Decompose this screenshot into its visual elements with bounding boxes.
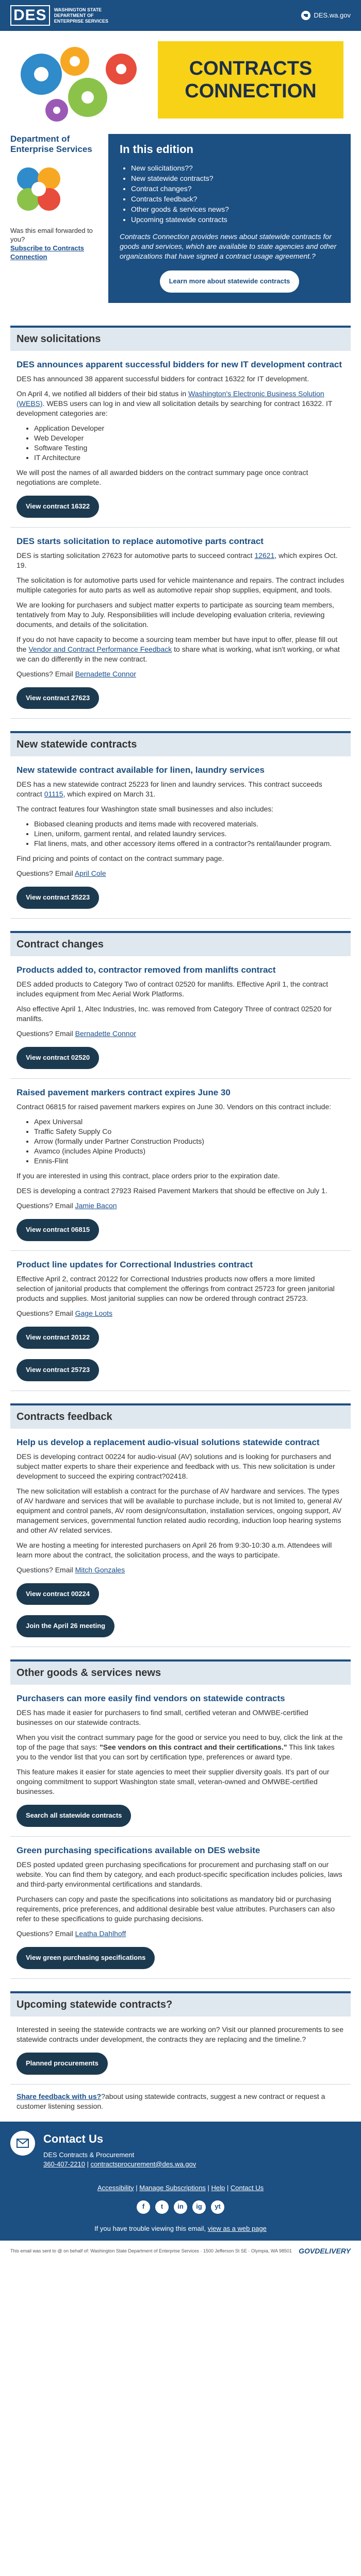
contact-email-link[interactable]: contractsprocurement@des.wa.gov — [90, 2160, 196, 2168]
list-item: • Software Testing — [34, 443, 344, 453]
dept-name: WASHINGTON STATE DEPARTMENT OF ENTERPRISE SERVICES — [54, 7, 109, 24]
legal-footer — [0, 2241, 361, 2264]
subscribe-link[interactable]: Subscribe to Contracts Connection — [10, 244, 85, 261]
webs-link[interactable]: Washington's Electronic Business Solution (WEBS) — [17, 389, 324, 408]
section-contract-changes — [0, 931, 361, 1391]
green-purchasing-button[interactable]: View green purchasing specifications — [17, 1947, 155, 1969]
banner — [0, 31, 361, 129]
edition-title: In this edition — [120, 143, 193, 156]
accessibility-link[interactable]: Accessibility — [97, 2183, 134, 2192]
list-item: • Linen, uniform, garment rental, and related laundry services. — [34, 829, 344, 839]
article-title: Purchasers can more easily find vendors on statewide contracts — [17, 1693, 285, 1704]
help-link[interactable]: Help — [211, 2183, 225, 2192]
email-contact-link[interactable]: Leatha Dahlhoff — [75, 1929, 126, 1938]
list-item: • Arrow (formally under Partner Construction Products) — [34, 1137, 344, 1146]
contact-us-link[interactable]: Contact Us — [230, 2183, 264, 2192]
linkedin-icon[interactable]: in — [174, 2200, 187, 2214]
site-link[interactable]: DES.wa.gov — [301, 11, 351, 21]
list-item: • Application Developer — [34, 423, 344, 433]
category-list — [34, 423, 344, 463]
article: Raised pavement markers contract expires June 30 Contract 06815 for raised pavement markers expires on June 30. Vendors on this contract include: • Apex Universal • Traffic Safety Supply Co • Arrow (formally under Partner Construction Products) • Avamco (includes Alpine Products) • Ennis-Flint If you are interested in using this contract, place orders prior to the expiration date. DES is developing a contract 27923 Raised Pavement Markers that should be effective on July 1. Questions? Email Jamie Bacon View contract 06815 — [10, 1079, 351, 1251]
feedback-form-link[interactable]: Vendor and Contract Performance Feedback — [28, 645, 172, 653]
legal-text: This email was sent to @ on behalf of: Washington State Department of Enterprise Services · 1500 Jefferson St SE · Olympia, WA 98501 — [10, 2248, 292, 2254]
article-title: DES starts solicitation to replace automotive parts contract — [17, 536, 264, 546]
section-heading: Other goods & services news — [10, 1659, 351, 1685]
contact-org: DES Contracts & Procurement — [43, 2150, 135, 2159]
list-item: • Avamco (includes Alpine Products) — [34, 1146, 344, 1156]
share-feedback-link[interactable]: Share feedback with us? — [17, 2092, 102, 2100]
contact-title: Contact Us — [43, 2132, 104, 2145]
list-item: • Apex Universal — [34, 1117, 344, 1127]
list-item: • Biobased cleaning products and items made with recovered materials. — [34, 819, 344, 829]
youtube-icon[interactable]: yt — [211, 2200, 224, 2214]
article-title: DES announces apparent successful bidders for new IT development contract — [17, 359, 342, 369]
article-title: Help us develop a replacement audio-visual solutions statewide contract — [17, 1437, 320, 1447]
gears-illustration-icon — [10, 38, 150, 126]
facebook-icon[interactable]: f — [137, 2200, 150, 2214]
in-this-edition — [108, 134, 351, 303]
section-heading: Contracts feedback — [10, 1403, 351, 1429]
view-contract-27623-button[interactable]: View contract 27623 — [17, 687, 99, 709]
twitter-icon[interactable]: t — [155, 2200, 169, 2214]
view-contract-25223-button[interactable]: View contract 25223 — [17, 887, 99, 909]
section-upcoming — [0, 1991, 361, 2084]
social-links — [0, 2198, 361, 2220]
article: DES starts solicitation to replace automotive parts contract DES is starting solicitation 27623 for automotive parts to succeed contract 12621, which expires Oct. 19. The solicitation is for automotive parts used for vehicle maintenance and repairs. The contract includes multiple categories for auto parts as well as automotive repair shop supplies, equipment, and tools. We are looking for purchasers and subject matter experts to participate as sourcing team members, tentatively from May to July. Responsibilities will include developing evaluation criteria, reviewing documents, and details of the solicitation. If you do not have capacity to become a sourcing team member but have input to offer, please fill out the Vendor and Contract Performance Feedback to share what is working, what isn't working, or what we can do differently in the new contract. Questions? Email Bernadette Connor View contract 27623 — [10, 528, 351, 719]
list-item: • Traffic Safety Supply Co — [34, 1127, 344, 1137]
list-item: • Other goods & services news? — [131, 204, 339, 214]
view-contract-06815-button[interactable]: View contract 06815 — [17, 1219, 99, 1241]
section-other-goods — [0, 1659, 361, 1979]
contract-12621-link[interactable]: 12621 — [254, 551, 275, 560]
view-contract-16322-button[interactable]: View contract 16322 — [17, 496, 99, 518]
footer-links: Accessibility | Manage Subscriptions | Help | Contact Us — [0, 2178, 361, 2198]
view-contract-02520-button[interactable]: View contract 02520 — [17, 1047, 99, 1069]
section-new-solicitations — [0, 326, 361, 719]
newsletter-description: Contracts Connection provides news about statewide contracts for goods and services, which are available to state agencies and other organizations that have signed a contract usage agreement.? — [120, 232, 337, 260]
contact-us: Contact Us DES Contracts & Procurement 360-407-2210 | contractsprocurement@des.wa.gov — [0, 2122, 361, 2178]
section-heading: New statewide contracts — [10, 731, 351, 756]
section-heading: New solicitations — [10, 326, 351, 351]
list-item: • IT Architecture — [34, 453, 344, 463]
section-contracts-feedback — [0, 1403, 361, 1648]
section-new-statewide — [0, 731, 361, 919]
email-contact-link[interactable]: Bernadette Connor — [75, 669, 136, 678]
email-contact-link[interactable]: Bernadette Connor — [75, 1029, 136, 1038]
email-contact-link[interactable]: Gage Loots — [75, 1309, 112, 1317]
planned-procurements-button[interactable]: Planned procurements — [17, 2053, 108, 2075]
article: Purchasers can more easily find vendors on statewide contracts DES has made it easier for purchasers to find small, certified veteran and OMWBE-certified businesses on our statewide contracts. When you visit the contract summary page for the good or service you need to buy, click the link at the top of the page that says: "See vendors on this contract and their certifications." This link takes you to the vendor list that you can sort by certification type, preferences or award type. This feature makes it easier for state agencies to meet their supplier diversity goals. It's part of our ongoing commitment to support Washington state small, veteran-owned and OMWBE-certified businesses. Search all statewide contracts — [10, 1685, 351, 1837]
view-contract-25723-button[interactable]: View contract 25723 — [17, 1359, 99, 1381]
govdelivery-logo[interactable]: GOVDELIVERY — [299, 2247, 351, 2256]
email-contact-link[interactable]: Jamie Bacon — [75, 1201, 117, 1210]
dept-title: Department of Enterprise Services — [10, 134, 92, 154]
list-item: • Flat linens, mats, and other accessory items offered in a contractor?s rental/launder program. — [34, 839, 344, 849]
edition-list — [120, 163, 339, 225]
article: New statewide contract available for linen, laundry services DES has a new statewide contract 25223 for linen and laundry services. This contract succeeds contract 01115, which expired on March 31. The contract features four Washington state small businesses and also includes: • Biobased cleaning products and items made with recovered materials. • Linen, uniform, garment rental, and related laundry services. • Flat linens, mats, and other accessory items offered in a contractor?s rental/launder program. Find pricing and points of contact on the contract summary page. Questions? Email April Cole View contract 25223 — [10, 756, 351, 919]
list-item: • New statewide contracts? — [131, 173, 339, 183]
view-web-page-link[interactable]: view as a web page — [207, 2224, 267, 2232]
article: Interested in seeing the statewide contracts we are working on? Visit our planned procurements to see statewide contracts under development, the contracts they are replacing and the timeline.? Planned procurements — [10, 2016, 351, 2084]
view-web-page: If you have trouble viewing this email, view as a web page — [0, 2220, 361, 2241]
list-item: • Contract changes? — [131, 183, 339, 194]
dept-logo-icon — [10, 161, 67, 217]
article-title: New statewide contract available for linen, laundry services — [17, 765, 265, 775]
manage-subscriptions-link[interactable]: Manage Subscriptions — [139, 2183, 206, 2192]
list-item: • Ennis-Flint — [34, 1156, 344, 1166]
email-contact-link[interactable]: April Cole — [74, 869, 106, 878]
list-item: • New solicitations?? — [131, 163, 339, 173]
view-contract-00224-button[interactable]: View contract 00224 — [17, 1583, 99, 1605]
article-title: Product line updates for Correctional Industries contract — [17, 1259, 253, 1269]
des-brand[interactable] — [10, 5, 108, 26]
des-logo: DES — [10, 5, 50, 26]
list-item: • Web Developer — [34, 433, 344, 443]
article-title: Raised pavement markers contract expires June 30 — [17, 1088, 231, 1098]
article: Products added to, contractor removed from manlifts contract DES added products to Category Two of contract 02520 for manlifts. Effective April 1, the contract includes equipment from Mec Aerial Work Platforms. Also effective April 1, Altec Industries, Inc. was removed from Category Three of contract 02520 for manlifts. Questions? Email Bernadette Connor View contract 02520 — [10, 956, 351, 1079]
list-item: • Contracts feedback? — [131, 194, 339, 204]
learn-more-button[interactable]: Learn more about statewide contracts — [160, 270, 300, 293]
instagram-icon[interactable]: ig — [192, 2200, 206, 2214]
intro — [0, 129, 361, 313]
contracts-connection-title: CONTRACTS CONNECTION — [158, 41, 343, 118]
email-contact-link[interactable]: Mitch Gonzales — [75, 1565, 125, 1574]
view-contract-20122-button[interactable]: View contract 20122 — [17, 1327, 99, 1349]
feedback-line: Share feedback with us??about using statewide contracts, suggest a new contract or request a customer listening session. — [17, 2092, 325, 2110]
search-contracts-button[interactable]: Search all statewide contracts — [17, 1805, 131, 1827]
forwarded-text: Was this email forwarded to you? — [10, 227, 93, 244]
washington-state-icon — [301, 11, 310, 20]
top-header — [0, 0, 361, 31]
article: Help us develop a replacement audio-visual solutions statewide contract DES is developing contract 00224 for audio-visual (AV) solutions and is looking for purchasers and subject matter experts to share their experience and feedback with us. This new solicitation is under development to succeed the expiring contract?02418. The new solicitation will establish a contract for the purchase of AV hardware and services. The types of AV hardware and services that will be available to purchase include, but is not limited to, general AV equipment and control panels, AV room design/consultation, installation services, ongoing support, AV management services, governmental function related audio recording, induction loop hearing systems and other AV related services. We are hosting a meeting for interested purchasers on April 26 from 9:30-10:30 a.m. Attendees will learn more about the contract, the solicitation process, and the ways to participate. Questions? Email Mitch Gonzales View contract 00224 Join the April 26 meeting — [10, 1429, 351, 1648]
article: Green purchasing specifications available on DES website DES posted updated green purchasing specifications for procurement and purchasing staff on our website. You can find them by category, and each product-specific specification includes policies, laws and third-party environmental certifications and standards. Purchasers can copy and paste the specifications into solicitations as mandatory bid or purchasing requirements, price preferences, and additional desirable best value attributes. Purchasers can also refer to these specifications to guide purchasing decisions. Questions? Email Leatha Dahlhoff View green purchasing specifications — [10, 1837, 351, 1979]
envelope-icon — [10, 2131, 35, 2156]
section-heading: Upcoming statewide contracts? — [10, 1991, 351, 2016]
article-title: Products added to, contractor removed from manlifts contract — [17, 965, 276, 975]
article-title: Green purchasing specifications available on DES website — [17, 1845, 260, 1856]
section-heading: Contract changes — [10, 931, 351, 956]
list-item: • Upcoming statewide contracts — [131, 214, 339, 225]
join-meeting-button[interactable]: Join the April 26 meeting — [17, 1615, 114, 1637]
contact-phone-link[interactable]: 360-407-2210 — [43, 2160, 85, 2168]
article: DES announces apparent successful bidders for new IT development contract DES has announced 38 apparent successful bidders for contract 16322 for IT development. On April 4, we notified all bidders of their bid status in Washington's Electronic Business Solution (WEBS). WEBS users can log in and view all solicitation details by searching for contract 16322. IT development categories are: • Application Developer • Web Developer • Software Testing • IT Architecture We will post the names of all awarded bidders on the contract summary page once contract negotiations are complete. View contract 16322 — [10, 351, 351, 528]
contract-01115-link[interactable]: 01115 — [44, 790, 63, 799]
article: Product line updates for Correctional Industries contract Effective April 2, contract 20122 for Correctional Industries products now offers a more limited selection of janitorial products that complement the offerings from contract 25723 for green janitorial products and supplies. Most janitorial supplies can now be ordered through contract 25723. Questions? Email Gage Loots View contract 20122 View contract 25723 — [10, 1251, 351, 1391]
